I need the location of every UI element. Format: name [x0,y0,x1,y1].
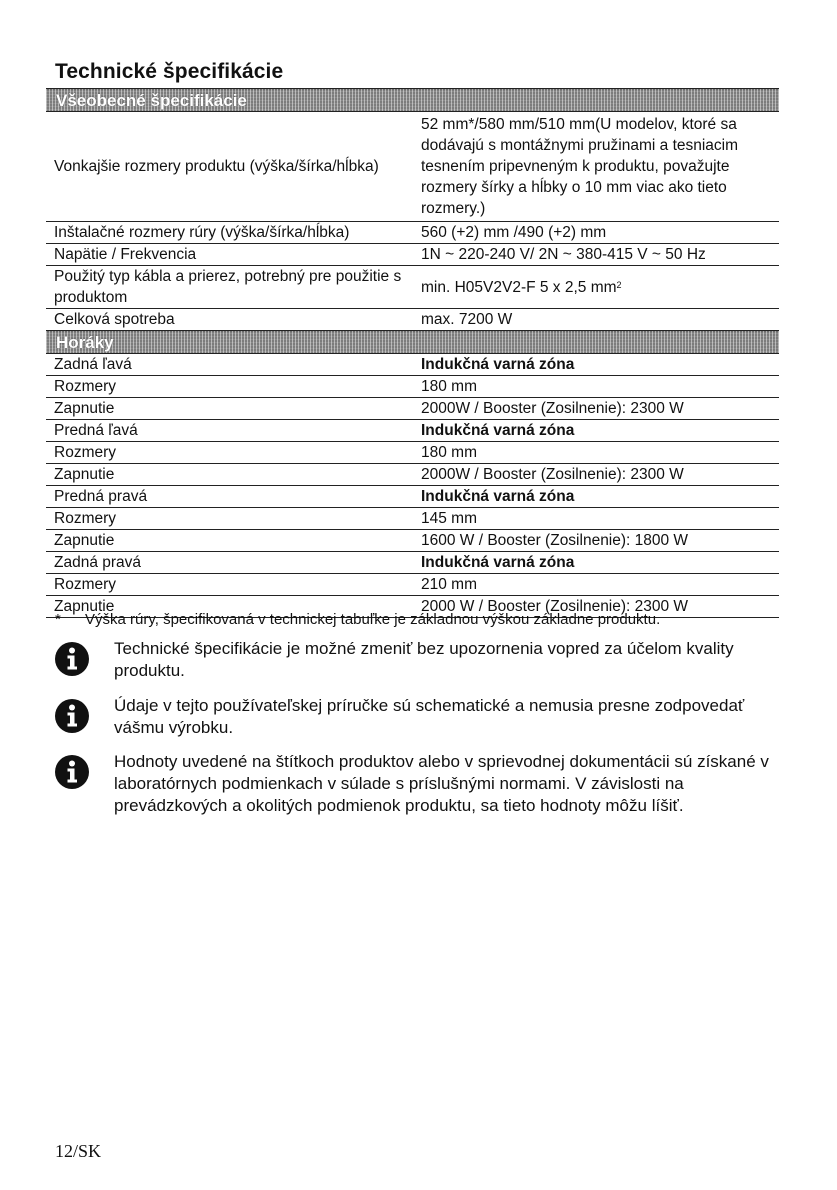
spec-value: 180 mm [413,442,779,464]
table-row [46,354,779,376]
spec-value: 560 (+2) mm /490 (+2) mm [413,222,779,244]
spec-label: Napätie / Frekvencia [46,244,413,266]
spec-label: Zapnutie [46,596,413,618]
info-note [55,695,785,739]
table-row [46,222,779,244]
table-row [46,442,779,464]
spec-label: Inštalačné rozmery rúry (výška/šírka/hĺbka) [46,222,413,244]
table-row [46,420,779,442]
table-row [46,552,779,574]
table-row [46,112,779,222]
table-row [46,266,779,309]
footnote [55,611,660,628]
table-row [46,574,779,596]
spec-value: 1600 W / Booster (Zosilnenie): 1800 W [413,530,779,552]
note-text: Hodnoty uvedené na štítkoch produktov alebo v sprievodnej dokumentácii sú získané v laboratórnych podmienkach v súlade s príslušnými normami. V závislosti na prevádzkových a okolitých podmienok produktu, sa tieto hodnoty môžu líšiť. [114,752,769,815]
spec-label: Rozmery [46,574,413,596]
note-text: Technické špecifikácie je možné zmeniť bez upozornenia vopred za účelom kvality produktu. [114,639,734,680]
superscript: 2 [616,279,622,290]
spec-label: Zadná ľavá [46,354,413,376]
table-row [46,398,779,420]
spec-value: Indukčná varná zóna [413,354,779,376]
table-row [46,376,779,398]
info-note [55,751,785,817]
info-note [55,638,785,682]
info-icon [55,699,89,733]
info-icon [55,755,89,789]
spec-label: Vonkajšie rozmery produktu (výška/šírka/hĺbka) [46,112,413,222]
section-heading: Všeobecné špecifikácie [46,89,779,112]
info-icon [55,642,89,676]
spec-value: 52 mm*/580 mm/510 mm(U modelov, ktoré sa dodávajú s montážnymi pružinami a tesniacim tesnením pripevneným k produktu, považujte rozmery šírky a hĺbky o 10 mm viac ako tieto rozmery.) [413,112,779,222]
spec-value-cell [413,266,779,309]
spec-value: 1N ~ 220-240 V/ 2N ~ 380-415 V ~ 50 Hz [413,244,779,266]
table-row [46,530,779,552]
spec-label: Použitý typ kábla a prierez, potrebný pre použitie s produktom [46,266,413,309]
spec-value: 2000W / Booster (Zosilnenie): 2300 W [413,464,779,486]
spec-value: Indukčná varná zóna [413,552,779,574]
table-row [46,309,779,331]
page-title: Technické špecifikácie [55,60,284,83]
spec-value: max. 7200 W [413,309,779,331]
table-row [46,464,779,486]
section-header-burners [46,331,779,354]
table-row [46,486,779,508]
spec-value: 2000W / Booster (Zosilnenie): 2300 W [413,398,779,420]
section-header-general [46,89,779,112]
spec-value: min. H05V2V2-F 5 x 2,5 mm [421,278,617,296]
spec-label: Rozmery [46,508,413,530]
spec-label: Predná pravá [46,486,413,508]
spec-label: Rozmery [46,442,413,464]
spec-label: Rozmery [46,376,413,398]
table-row [46,508,779,530]
spec-value: 210 mm [413,574,779,596]
footnote-marker: * [55,611,61,628]
spec-label: Zapnutie [46,464,413,486]
page-number: 12/SK [55,1141,102,1161]
table-row [46,244,779,266]
footnote-text: Výška rúry, špecifikovaná v technickej tabuľke je základnou výškou základne produktu. [85,611,661,628]
spec-value: 180 mm [413,376,779,398]
spec-value: Indukčná varná zóna [413,420,779,442]
spec-label: Celková spotreba [46,309,413,331]
spec-value: Indukčná varná zóna [413,486,779,508]
spec-label: Zapnutie [46,398,413,420]
note-text: Údaje v tejto používateľskej príručke sú schematické a nemusia presne zodpovedať vášmu výrobku. [114,696,745,737]
spec-value: 145 mm [413,508,779,530]
spec-table [46,88,779,618]
spec-value: 2000 W / Booster (Zosilnenie): 2300 W [413,596,779,618]
spec-label: Zapnutie [46,530,413,552]
spec-label: Zadná pravá [46,552,413,574]
section-heading: Horáky [46,331,779,354]
spec-label: Predná ľavá [46,420,413,442]
